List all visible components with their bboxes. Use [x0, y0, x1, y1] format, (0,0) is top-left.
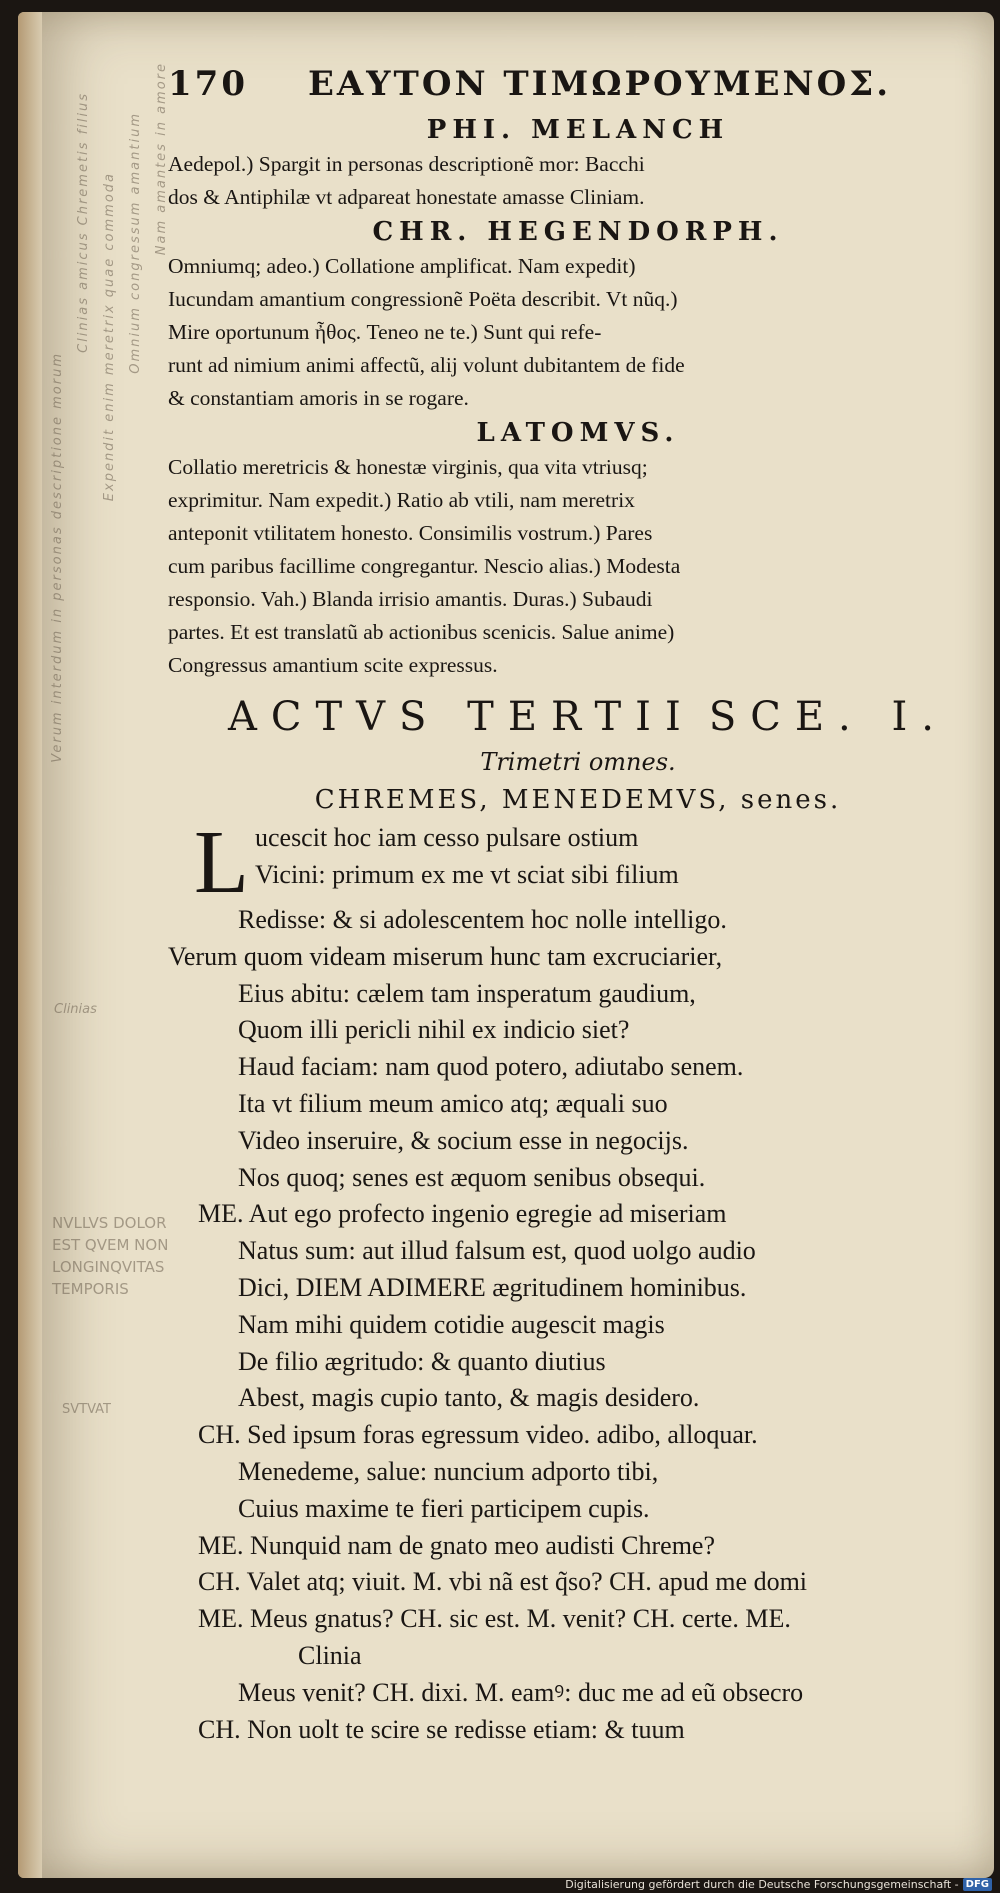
commentary-line: cum paribus facillime congregantur. Nescio alias.) Modesta: [168, 554, 681, 578]
commentary-line: anteponit vtilitatem honesto. Consimilis vostrum.) Pares: [168, 521, 653, 545]
dfg-logo: DFG: [963, 1878, 992, 1891]
verse-line: Redisse: & si adolescentem hoc nolle intelligo.: [238, 905, 727, 934]
act-heading: [168, 682, 988, 744]
margin-note: NVLLVS DOLOR EST QVEM NON LONGINQVITAS TEMPORIS: [52, 1214, 169, 1298]
verse-line: ME. Nunquid nam de gnato meo audisti Chreme?: [198, 1530, 716, 1560]
text-block: [168, 64, 988, 1748]
verse-line: Cuius maxime te fieri participem cupis.: [238, 1493, 650, 1523]
commentary-melanchthon: [168, 112, 988, 214]
commentary-line: partes. Et est translatũ ab actionibus scenicis. Salue anime): [168, 620, 675, 644]
commentary-line: responsio. Vah.) Blanda irrisio amantis. Duras.) Subaudi: [168, 587, 653, 611]
commentary-heading: CHR. HEGENDORPH.: [372, 217, 784, 247]
verse-line: Video inseruire, & socium esse in negocijs.: [238, 1125, 689, 1155]
commentary-heading: LATOMVS.: [476, 418, 680, 448]
act-title: ACTVS TERTII: [228, 694, 695, 740]
margin-note: Clinias amicus Chremetis filius: [76, 92, 91, 353]
commentary-line: Iucundam amantium congressionẽ Poëta describit. Vt nũq.): [168, 287, 678, 311]
commentary-line: Collatio meretricis & honestæ virginis, qua vita vtriusq;: [168, 455, 648, 479]
drop-cap: L: [194, 813, 249, 912]
verse-line: Meus venit? CH. dixi. M. eamꝰ: duc me ad eũ obsecro: [238, 1677, 804, 1707]
commentary-line: runt ad nimium animi affectũ, alij volunt dubitantem de fide: [168, 353, 685, 377]
verse-line: Natus sum: aut illud falsum est, quod uolgo audio: [238, 1236, 756, 1266]
margin-note: Expendit enim meretrix quae commoda: [102, 172, 117, 502]
commentary-line: & constantiam amoris in se rogare.: [168, 386, 469, 410]
verse-line: Nam mihi quidem cotidie augescit magis: [238, 1309, 665, 1339]
verse-line: Eius abitu: cælem tam insperatum gaudium,: [238, 978, 696, 1008]
running-title: ΕΑΥΤΟΝ ΤΙΜΩΡΟΥΜΕΝΟΣ.: [307, 64, 892, 104]
commentary-line: Omniumq; adeo.) Collatione amplificat. Nam expedit): [168, 254, 636, 278]
verse-line: ucescit hoc iam cesso pulsare ostium: [254, 823, 639, 852]
verse-line: Ita vt filium meum amico atq; æquali suo: [238, 1088, 668, 1118]
verse-line: Nos quoq; senes est æquom senibus obsequi.: [238, 1162, 706, 1192]
verse-line: Abest, magis cupio tanto, & magis desidero.: [238, 1383, 700, 1413]
margin-note: SVTVAT: [62, 1402, 111, 1417]
verse-line: CH. Non uolt te scire se redisse etiam: & tuum: [198, 1714, 685, 1744]
verse-line: Haud faciam: nam quod potero, adiutabo senem.: [238, 1052, 744, 1082]
commentary-latomus: [168, 415, 988, 682]
scene-title: SCE. I.: [708, 694, 948, 740]
verse-line: Menedeme, salue: nuncium adporto tibi,: [238, 1456, 659, 1486]
commentary-line: Aedepol.) Spargit in personas descriptionẽ mor: Bacchi: [168, 152, 645, 176]
meter-note: Trimetri omnes.: [480, 748, 676, 776]
verse-line: Quom illi pericli nihil ex indicio siet?: [238, 1015, 630, 1045]
commentary-line: Congressus amantium scite expressus.: [168, 653, 498, 677]
verse-line: Verum quom videam miserum hunc tam excruciarier,: [168, 941, 723, 971]
verse-line: Clinia: [298, 1640, 362, 1670]
commentary-line: Mire oportunum ἦθος. Teneo ne te.) Sunt qui refe-: [168, 320, 602, 344]
verse-line: ME. Aut ego profecto ingenio egregie ad miseriam: [198, 1199, 727, 1229]
page-header: [168, 64, 988, 112]
verse-line: CH. Valet atq; viuit. M. vbi nã est q̃so? CH. apud me domi: [198, 1567, 808, 1597]
verse-line: De filio ægritudo: & quanto diutius: [238, 1346, 606, 1376]
verse-line: Vicini: primum ex me vt sciat sibi filium: [254, 859, 679, 889]
book-page: [18, 12, 994, 1878]
book-spine: [18, 12, 42, 1878]
verse-line: ME. Meus gnatus? CH. sic est. M. venit? CH. certe. ME.: [198, 1604, 791, 1634]
margin-note: Verum interdum in personas descriptione morum: [50, 352, 65, 763]
margin-note: Nam amantes in amore: [154, 62, 169, 256]
commentary-line: dos & Antiphilæ vt adpareat honestate amasse Cliniam.: [168, 185, 645, 209]
commentary-heading: PHI. MELANCH: [426, 115, 730, 145]
page-number: 170: [168, 64, 248, 104]
credit-text: Digitalisierung gefördert durch die Deutsche Forschungsgemeinschaft -: [565, 1878, 959, 1891]
verse-line: CH. Sed ipsum foras egressum video. adibo, alloquar.: [198, 1420, 758, 1450]
digitization-credit: [565, 1878, 992, 1891]
verse-line: Dici, DIEM ADIMERE ægritudinem hominibus.: [238, 1272, 747, 1302]
margin-note: Clinias: [54, 1002, 97, 1017]
character-list: CHREMES, MENEDEMVS, senes.: [314, 785, 842, 815]
margin-note: Omnium congressum amantium: [128, 112, 143, 374]
commentary-hegendorph: [168, 214, 988, 415]
verse-block: [168, 813, 988, 1748]
commentary-line: exprimitur. Nam expedit.) Ratio ab vtili, nam meretrix: [168, 488, 635, 512]
